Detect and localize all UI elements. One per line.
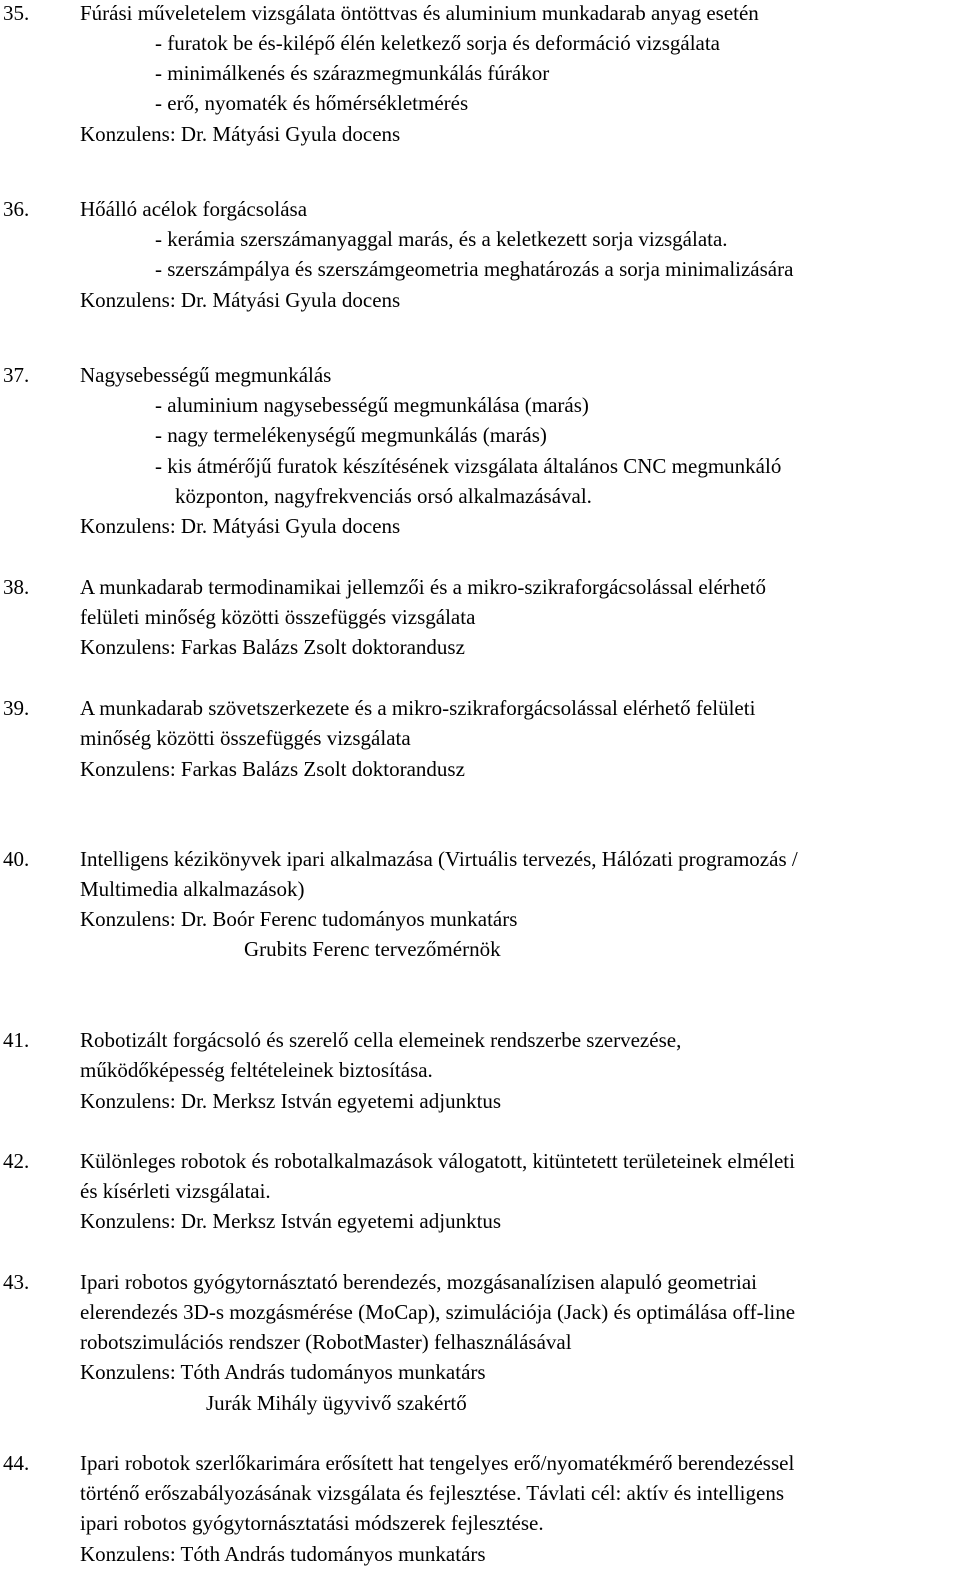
item-bullet: - erő, nyomaték és hőmérsékletmérés xyxy=(155,91,469,115)
item-number: 43. xyxy=(3,1270,30,1294)
item-title-continuation: ipari robotos gyógytornásztatási módszerek fejlesztése. xyxy=(80,1511,544,1535)
item-consultant: Konzulens: Tóth András tudományos munkatárs xyxy=(80,1542,486,1566)
item-consultant: Konzulens: Dr. Mátyási Gyula docens xyxy=(80,122,401,146)
item-title-continuation: működőképesség feltételeinek biztosítása. xyxy=(80,1058,433,1082)
item-bullet-continuation: központon, nagyfrekvenciás orsó alkalmazásával. xyxy=(175,484,592,508)
item-consultant: Konzulens: Farkas Balázs Zsolt doktorandusz xyxy=(80,757,465,781)
item-title: Ipari robotos gyógytornásztató berendezés, mozgásanalízisen alapuló geometriai xyxy=(80,1270,758,1294)
item-bullet: - kerámia szerszámanyaggal marás, és a keletkezett sorja vizsgálata. xyxy=(155,227,728,251)
item-number: 35. xyxy=(3,1,30,25)
item-number: 44. xyxy=(3,1451,30,1475)
item-title: Hőálló acélok forgácsolása xyxy=(80,197,308,221)
item-bullet: - minimálkenés és szárazmegmunkálás fúrákor xyxy=(155,61,550,85)
item-title: Robotizált forgácsoló és szerelő cella elemeinek rendszerbe szervezése, xyxy=(80,1028,682,1052)
item-title: Különleges robotok és robotalkalmazások válogatott, kitüntetett területeinek elméleti xyxy=(80,1149,795,1173)
item-consultant: Konzulens: Dr. Boór Ferenc tudományos munkatárs xyxy=(80,907,518,931)
item-number: 42. xyxy=(3,1149,30,1173)
item-number: 40. xyxy=(3,847,30,871)
item-consultant: Konzulens: Dr. Mátyási Gyula docens xyxy=(80,288,401,312)
item-title-continuation: történő erőszabályozásának vizsgálata és fejlesztése. Távlati cél: aktív és intelligens xyxy=(80,1481,784,1505)
item-bullet: - furatok be és-kilépő élén keletkező sorja és deformáció vizsgálata xyxy=(155,31,721,55)
item-title: A munkadarab szövetszerkezete és a mikro-szikraforgácsolással elérhető felületi xyxy=(80,696,756,720)
item-bullet: - szerszámpálya és szerszámgeometria meghatározás a sorja minimalizására xyxy=(155,257,794,281)
item-consultant-secondary: Grubits Ferenc tervezőmérnök xyxy=(244,937,501,961)
item-bullet: - nagy termelékenységű megmunkálás (marás) xyxy=(155,423,547,447)
item-title-continuation: elerendezés 3D-s mozgásmérése (MoCap), szimulációja (Jack) és optimálása off-line xyxy=(80,1300,796,1324)
item-title-continuation: robotszimulációs rendszer (RobotMaster) felhasználásával xyxy=(80,1330,572,1354)
item-number: 41. xyxy=(3,1028,30,1052)
item-title: Fúrási műveletelem vizsgálata öntöttvas és aluminium munkadarab anyag esetén xyxy=(80,1,759,25)
item-number: 38. xyxy=(3,575,30,599)
item-title: Nagysebességű megmunkálás xyxy=(80,363,332,387)
item-number: 37. xyxy=(3,363,30,387)
item-title: Ipari robotok szerlőkarimára erősített hat tengelyes erő/nyomatékmérő berendezéssel xyxy=(80,1451,795,1475)
item-consultant: Konzulens: Tóth András tudományos munkatárs xyxy=(80,1360,486,1384)
item-title-continuation: felületi minőség közötti összefüggés vizsgálata xyxy=(80,605,476,629)
item-consultant: Konzulens: Dr. Merksz István egyetemi adjunktus xyxy=(80,1089,502,1113)
item-bullet: - kis átmérőjű furatok készítésének vizsgálata általános CNC megmunkáló xyxy=(155,454,782,478)
item-title: A munkadarab termodinamikai jellemzői és a mikro-szikraforgácsolással elérhető xyxy=(80,575,766,599)
item-consultant: Konzulens: Farkas Balázs Zsolt doktorandusz xyxy=(80,635,465,659)
item-number: 39. xyxy=(3,696,30,720)
item-title-continuation: Multimedia alkalmazások) xyxy=(80,877,305,901)
item-title: Intelligens kézikönyvek ipari alkalmazása (Virtuális tervezés, Hálózati programozás / xyxy=(80,847,798,871)
item-consultant-secondary: Jurák Mihály ügyvivő szakértő xyxy=(206,1391,467,1415)
item-consultant: Konzulens: Dr. Mátyási Gyula docens xyxy=(80,514,401,538)
item-consultant: Konzulens: Dr. Merksz István egyetemi adjunktus xyxy=(80,1209,502,1233)
item-title-continuation: és kísérleti vizsgálatai. xyxy=(80,1179,271,1203)
item-bullet: - aluminium nagysebességű megmunkálása (marás) xyxy=(155,393,589,417)
item-number: 36. xyxy=(3,197,30,221)
item-title-continuation: minőség közötti összefüggés vizsgálata xyxy=(80,726,411,750)
